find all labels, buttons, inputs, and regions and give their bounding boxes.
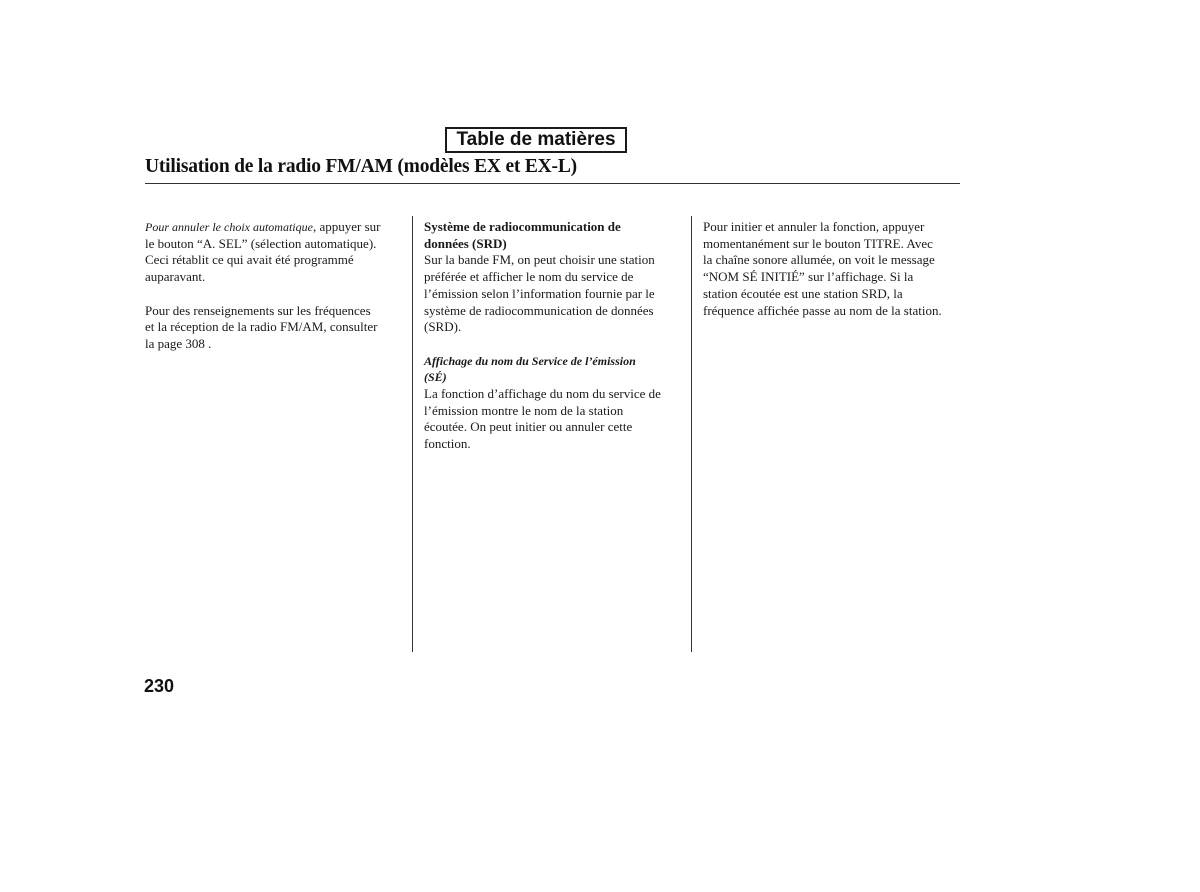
- subsection-heading: Affichage du nom du Service de l’émission: [424, 353, 636, 368]
- table-of-contents-button[interactable]: Table de matières: [445, 127, 627, 153]
- column-divider-1: [412, 216, 413, 652]
- italic-lead: Pour annuler le choix automatique: [145, 220, 313, 234]
- page-number: 230: [144, 676, 175, 696]
- paragraph-line: préférée et afficher le nom du service de: [424, 269, 634, 285]
- column-3: [703, 219, 965, 319]
- paragraph-line: système de radiocommunication de données: [424, 302, 654, 318]
- paragraph-line: la chaîne sonore allumée, on voit le message: [703, 252, 935, 268]
- paragraph-line: fonction.: [424, 436, 471, 452]
- paragraph-line: le bouton “A. SEL” (sélection automatique).: [145, 235, 377, 251]
- column-2: [424, 219, 686, 453]
- section-heading: données (SRD): [424, 235, 507, 251]
- subsection-heading: (SÉ): [424, 370, 447, 385]
- paragraph-line: La fonction d’affichage du nom du service de: [424, 386, 661, 402]
- title-divider: [145, 183, 960, 184]
- paragraph-line: Pour des renseignements sur les fréquences: [145, 302, 371, 318]
- paragraph-line: Pour initier et annuler la fonction, appuyer: [703, 219, 925, 234]
- paragraph-line: “NOM SÉ INITIÉ” sur l’affichage. Si la: [703, 269, 914, 285]
- paragraph-gap: [424, 336, 686, 353]
- paragraph-line: et la réception de la radio FM/AM, consulter: [145, 319, 378, 335]
- column-divider-2: [691, 216, 692, 652]
- paragraph-line: écoutée. On peut initier ou annuler cette: [424, 419, 633, 435]
- paragraph-line: auparavant.: [145, 269, 206, 285]
- paragraph-line: Ceci rétablit ce qui avait été programmé: [145, 252, 354, 268]
- column-1: [145, 219, 407, 353]
- paragraph-line: Sur la bande FM, on peut choisir une station: [424, 252, 655, 268]
- paragraph-line: (SRD).: [424, 319, 462, 335]
- text-run: , appuyer sur: [312, 219, 381, 234]
- paragraph-gap: [145, 286, 407, 303]
- paragraph-line: la page 308 .: [145, 335, 212, 351]
- section-heading: Système de radiocommunication de: [424, 219, 621, 234]
- paragraph-line: station écoutée est une station SRD, la: [703, 285, 903, 301]
- paragraph-line: momentanément sur le bouton TITRE. Avec: [703, 235, 933, 251]
- paragraph-line: [145, 219, 407, 236]
- paragraph-line: fréquence affichée passe au nom de la station.: [703, 302, 942, 318]
- paragraph-line: l’émission montre le nom de la station: [424, 402, 624, 418]
- paragraph-line: l’émission selon l’information fournie par le: [424, 285, 655, 301]
- page-title: Utilisation de la radio FM/AM (modèles EX et EX-L): [145, 156, 577, 177]
